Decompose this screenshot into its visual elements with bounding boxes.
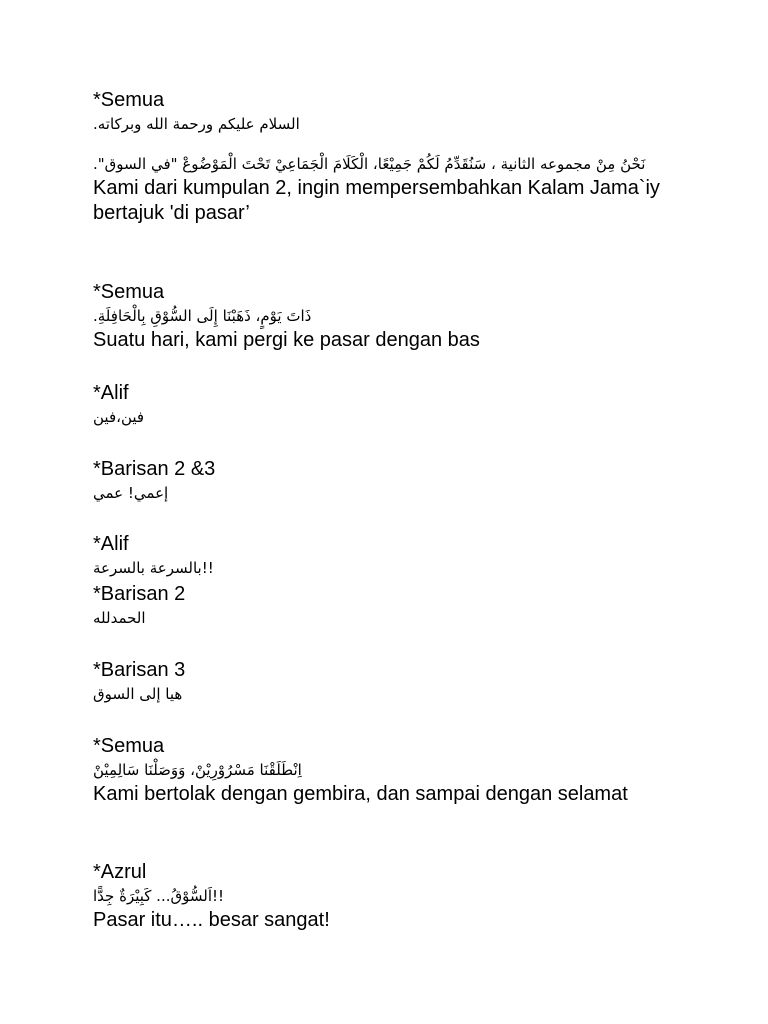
arabic-line: السلام عليكم ورحمة الله وبركاته. bbox=[93, 115, 300, 133]
arabic-line: !!بالسرعة بالسرعة bbox=[93, 559, 214, 577]
speaker-label: *Barisan 2 &3 bbox=[93, 458, 216, 480]
arabic-line: هيا إلى السوق bbox=[93, 685, 183, 703]
dialogue-block bbox=[93, 658, 693, 706]
speaker-label: *Alif bbox=[93, 382, 129, 404]
speaker-label: *Azrul bbox=[93, 861, 147, 883]
translation-line: Pasar itu….. besar sangat! bbox=[93, 909, 330, 931]
dialogue-block bbox=[93, 88, 693, 136]
speaker-label: *Semua bbox=[93, 735, 165, 757]
dialogue-block bbox=[93, 381, 693, 429]
dialogue-block bbox=[93, 280, 693, 353]
translation-line: Suatu hari, kami pergi ke pasar dengan bas bbox=[93, 329, 480, 351]
arabic-line: إعمي! عمي bbox=[93, 484, 169, 502]
speaker-label: *Alif bbox=[93, 533, 129, 555]
arabic-line: ذَاتَ يَوْمٍ، ذَهَبْنَا إِلَى السُّوْقِ بِالْحَافِلَةِ. bbox=[93, 307, 312, 325]
arabic-line: الحمدلله bbox=[93, 609, 146, 627]
dialogue-block bbox=[93, 152, 693, 226]
speaker-label: *Barisan 3 bbox=[93, 659, 186, 681]
speaker-label: *Barisan 2 bbox=[93, 583, 186, 605]
arabic-line: اِنْطَلَقْنَا مَسْرُوْرِيْنْ، وَوَصَلْنَا سَالِمِيْنْ bbox=[93, 761, 302, 779]
translation-line: Kami dari kumpulan 2, ingin mempersembahkan Kalam Jama`iy bertajuk 'di pasar’ bbox=[93, 177, 660, 224]
dialogue-block bbox=[93, 457, 693, 505]
speaker-label: *Semua bbox=[93, 281, 165, 303]
arabic-line: نَحْنُ مِنْ مجموعه الثانية ، سَنُقَدِّمُ لَكُمْ جَمِيْعًا، الْكَلَامَ الْجَمَاعِيْ تَحْتَ الْمَوْضُوعْ "في السوق". bbox=[93, 155, 646, 173]
arabic-line: فين،فين bbox=[93, 408, 145, 426]
arabic-line: !!اَلسُّوْقُ... كَبِيْرَةٌ جِدًّا bbox=[93, 887, 225, 905]
translation-line: Kami bertolak dengan gembira, dan sampai dengan selamat bbox=[93, 783, 628, 805]
dialogue-block bbox=[93, 582, 693, 630]
dialogue-block bbox=[93, 860, 693, 933]
dialogue-block bbox=[93, 532, 693, 580]
dialogue-block bbox=[93, 734, 693, 807]
speaker-label: *Semua bbox=[93, 89, 165, 111]
